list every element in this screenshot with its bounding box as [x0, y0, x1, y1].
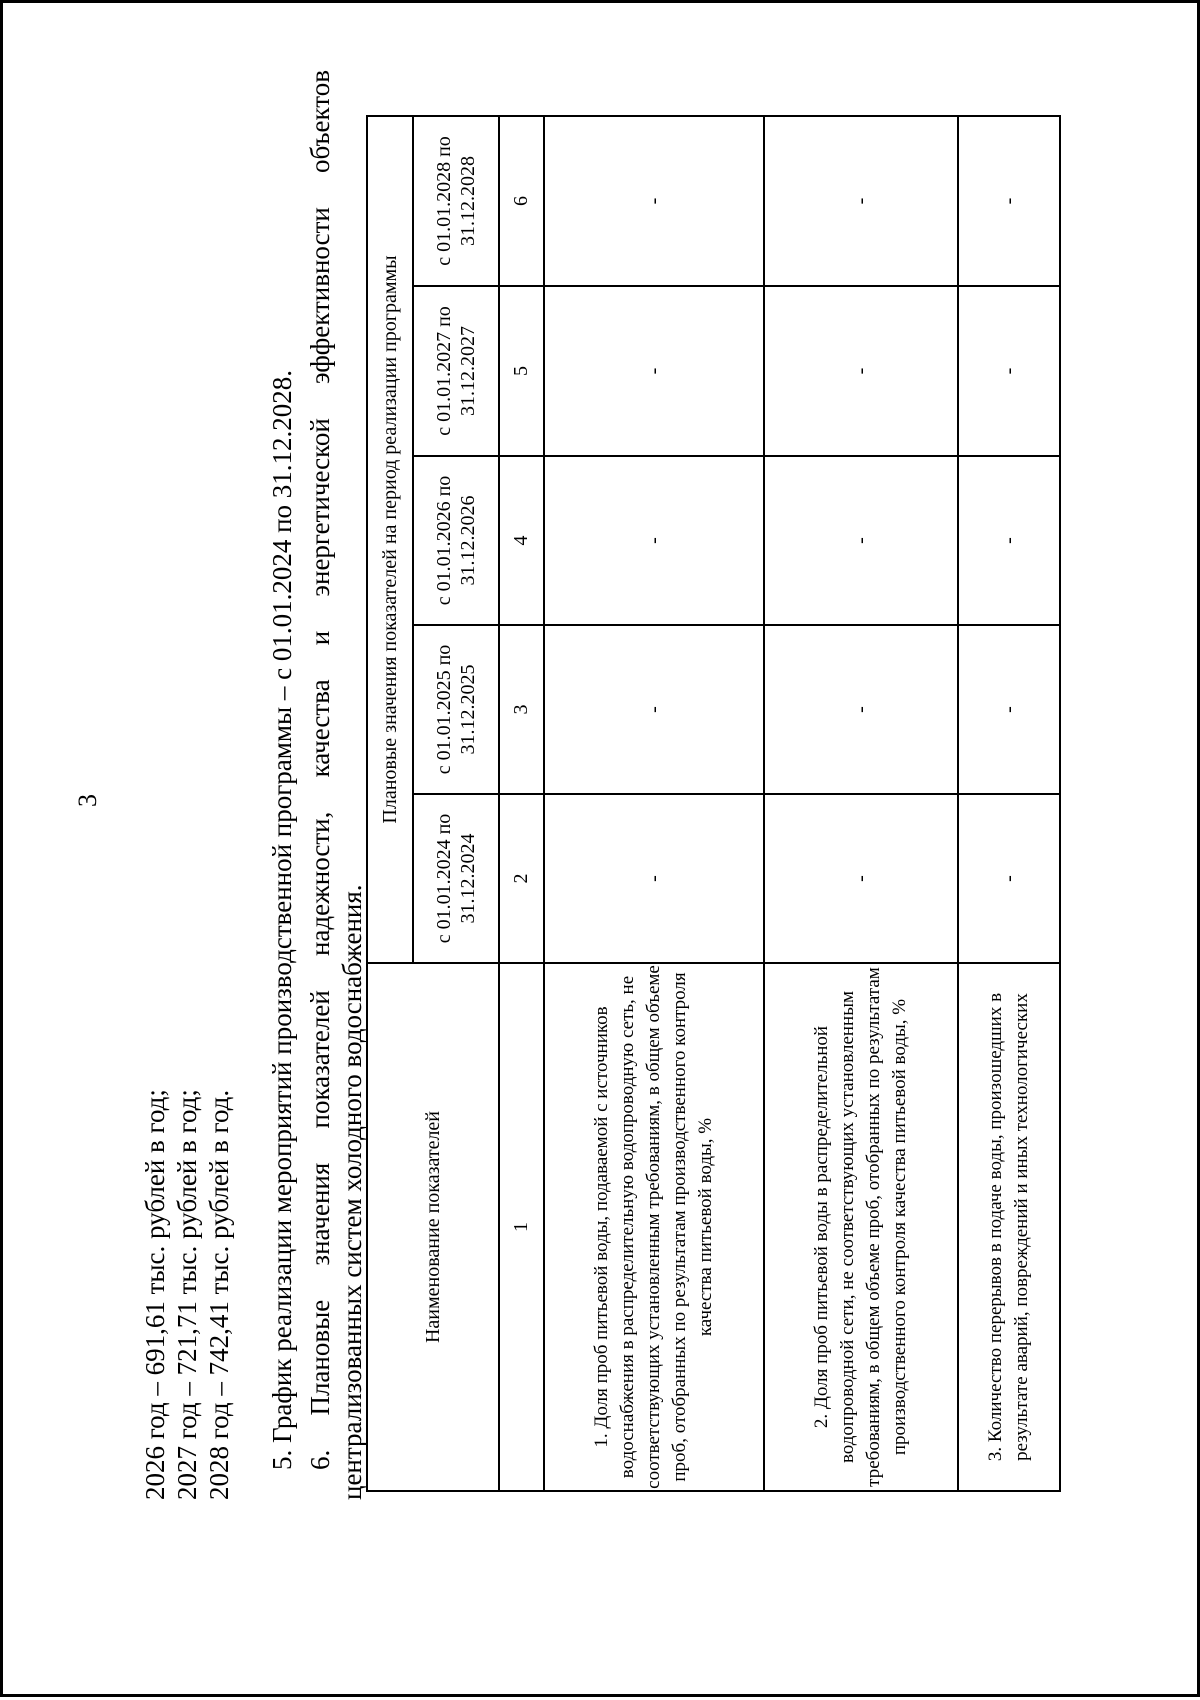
- page-number: 3: [73, 794, 102, 807]
- year-line-2027: 2027 год – 721,71 тыс. рублей в год;: [172, 1089, 202, 1500]
- indicator-value: -: [958, 286, 1060, 456]
- column-number: 6: [499, 116, 544, 286]
- year-line-2028: 2028 год – 742,41 тыс. рублей в год.: [204, 1089, 234, 1500]
- column-header-plan-values: Плановые значения показателей на период реализации программы: [367, 116, 413, 963]
- item-6-heading-continuation: централизованных систем холодного водоснабжения.: [337, 884, 367, 1500]
- rotated-page-content: [3, 3, 1200, 1700]
- indicator-value: -: [544, 625, 764, 794]
- indicator-name: 1. Доля проб питьевой воды, подаваемой с источников водоснабжения в распределительную водопроводную сеть, не соответствующих установленным требованиям, в общем объеме проб, отобранных по результатам производственного контроля качества питьевой воды, %: [544, 963, 764, 1491]
- indicator-name: 2. Доля проб питьевой воды в распределительной водопроводной сети, не соответствующих установленным требованиям, в общем объеме проб, отобранных по результатам производственного контроля качества питьевой воды, %: [764, 963, 958, 1491]
- indicator-value: -: [958, 794, 1060, 963]
- column-number: 2: [499, 794, 544, 963]
- table-row: [958, 116, 1060, 1491]
- indicator-value: -: [544, 286, 764, 456]
- year-line-2026: 2026 год – 691,61 тыс. рублей в год;: [140, 1089, 170, 1500]
- table-row: [764, 116, 958, 1491]
- indicator-name: 3. Количество перерывов в подаче воды, произошедших в результате аварий, повреждений и иных технологических: [958, 963, 1060, 1491]
- column-header-name: Наименование показателей: [367, 963, 499, 1491]
- column-number: 1: [499, 963, 544, 1491]
- indicator-value: -: [544, 456, 764, 625]
- period-header-2026: с 01.01.2026 по 31.12.2026: [413, 456, 499, 625]
- column-number: 3: [499, 625, 544, 794]
- period-header-2027: с 01.01.2027 по 31.12.2027: [413, 286, 499, 456]
- indicator-value: -: [764, 456, 958, 625]
- indicator-value: -: [958, 625, 1060, 794]
- period-header-2025: с 01.01.2025 по 31.12.2025: [413, 625, 499, 794]
- indicator-value: -: [958, 456, 1060, 625]
- item-6-heading: 6. Плановые значения показателей надежности, качества и энергетической эффективности объектов: [305, 70, 335, 1470]
- indicator-value: -: [958, 116, 1060, 286]
- indicator-value: -: [764, 116, 958, 286]
- indicator-value: -: [544, 794, 764, 963]
- indicator-value: -: [764, 794, 958, 963]
- column-number: 4: [499, 456, 544, 625]
- period-header-2024: с 01.01.2024 по 31.12.2024: [413, 794, 499, 963]
- year-budget-lines: [139, 1089, 235, 1500]
- period-header-2028: с 01.01.2028 по 31.12.2028: [413, 116, 499, 286]
- indicator-value: -: [764, 286, 958, 456]
- indicator-value: -: [544, 116, 764, 286]
- table-row: [544, 116, 764, 1491]
- indicators-table: [366, 115, 1061, 1492]
- column-number: 5: [499, 286, 544, 456]
- item-5-schedule: 5. График реализации мероприятий производственной программы – с 01.01.2024 по 31.12.2028.: [267, 369, 297, 1470]
- indicator-value: -: [764, 625, 958, 794]
